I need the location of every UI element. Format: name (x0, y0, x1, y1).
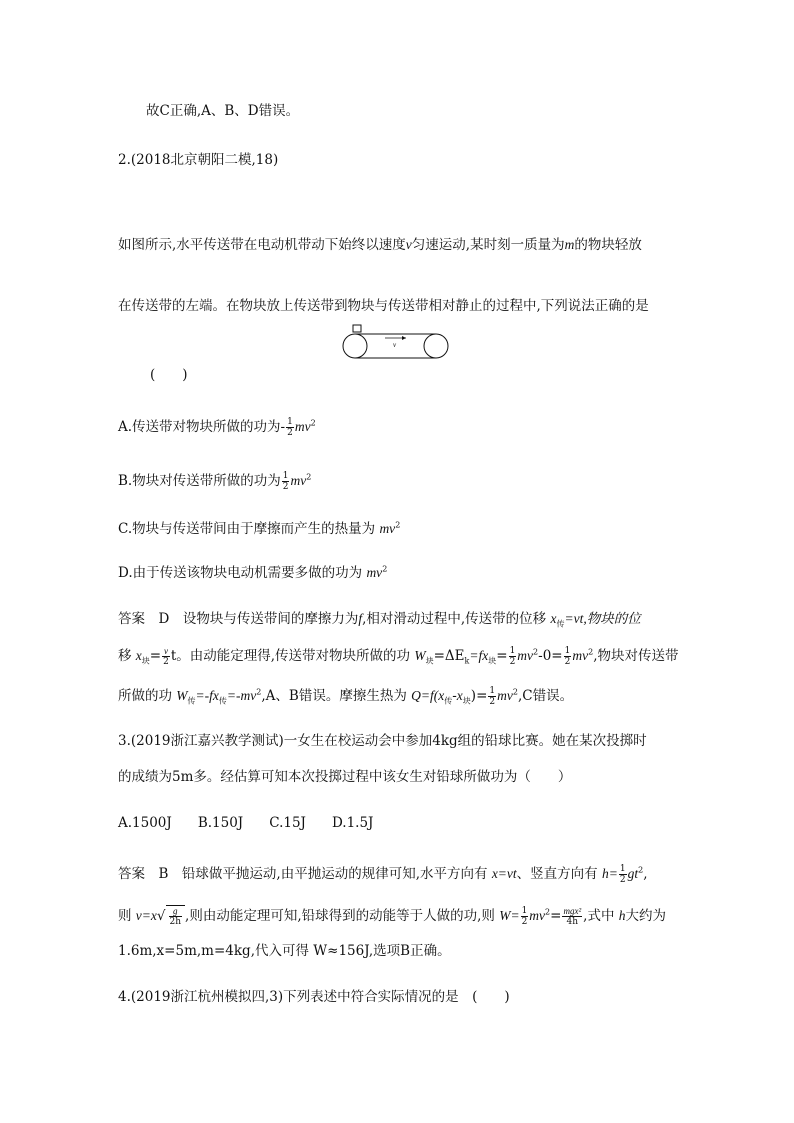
question-4: 4.(2019浙江杭州模拟四,3)下列表述中符合实际情况的是 ( ) (118, 989, 510, 1005)
denominator: 4h (566, 917, 579, 927)
expr: gt (627, 866, 639, 881)
fraction (562, 906, 582, 927)
text-segment: =vt,物块的位 (564, 611, 641, 626)
subscript: 块 (462, 696, 471, 706)
denominator: 2h (169, 917, 182, 927)
var-x: x (438, 688, 445, 703)
denominator: 2 (287, 428, 293, 438)
numerator: 1 (489, 686, 496, 696)
numerator: 1 (521, 906, 528, 916)
text-segment: =-mv (226, 688, 257, 703)
choice-c: C.15J (269, 815, 306, 831)
question-2-header: 2.(2018北京朝阳二模,18) (118, 152, 279, 168)
text-segment: = (550, 908, 562, 924)
arrowhead (402, 336, 406, 340)
exponent: 2 (395, 520, 401, 530)
answer-2-line1 (118, 610, 641, 628)
text-segment: Q=f( (411, 688, 439, 703)
var-m: m (564, 237, 575, 252)
exponent: 2 (382, 564, 388, 574)
velocity-label: v (393, 341, 397, 349)
var-x: x (456, 688, 463, 703)
subscript: 传 (444, 696, 453, 706)
expr: mv (290, 473, 307, 488)
text-segment: 则 (118, 908, 132, 924)
numerator: 1 (619, 864, 626, 874)
expr: W= (499, 908, 520, 923)
denominator: 2 (489, 697, 496, 707)
fraction (619, 864, 627, 885)
fraction (509, 646, 517, 667)
text-segment: 匀速运动,某时刻一质量为 (411, 237, 565, 253)
answer-blank: ( ) (150, 367, 188, 383)
question-3-line1: 3.(2019浙江嘉兴教学测试)一女生在校运动会中参加4kg组的铅球比赛。她在某次投掷时 (118, 733, 647, 749)
subscript: k (464, 656, 470, 666)
text-segment: 、竖直方向有 (516, 866, 598, 882)
text-segment: = (496, 648, 508, 664)
fraction (564, 646, 572, 667)
text-segment: ,C错误。 (517, 688, 574, 704)
fraction (169, 906, 183, 927)
option-b (118, 471, 311, 492)
expr: mv (517, 648, 534, 663)
fraction (162, 646, 170, 667)
answer-2-line2: 移 $x_块=$ $\frac{v}{2}$ t。由动能定理得,传送带对物块所做的功 $W_块=\Delta E_k=fx_块=$ $\frac{1}{2}$ $mv^2-0=$ $\frac{1}{2}$ $mv^2$,物块对传送带 (118, 646, 679, 667)
denominator: 2 (619, 875, 626, 885)
text-segment: t。由动能定理得,传送带对物块所做的功 (170, 648, 411, 664)
text-segment: 如图所示,水平传送带在电动机带动下始终以速度 (118, 237, 406, 253)
question-3-line2: 的成绩为5m多。经估算可知本次投掷过程中该女生对铅球所做功为（ ） (118, 769, 572, 785)
left-pulley (343, 334, 367, 358)
numerator: g (169, 906, 183, 917)
conveyor-belt-figure (340, 322, 452, 360)
var-f: f (358, 611, 363, 626)
text-segment: )= (470, 688, 488, 704)
numerator: 1 (282, 471, 289, 481)
numerator: 1 (287, 417, 293, 427)
text-segment: ,相对滑动过程中,传送带的位移 (362, 611, 547, 627)
question-3-choices (118, 814, 399, 832)
text-segment: =-f (195, 688, 213, 703)
denominator: 2 (564, 657, 571, 667)
text-segment: 答案 D 设物块与传送带间的摩擦力为 (118, 611, 359, 627)
answer-3-line3: 1.6m,x=5m,m=4kg,代入可得 W≈156J,选项B正确。 (118, 943, 451, 959)
answer-3-line1: 答案 B 铅球做平抛运动,由平抛运动的规律可知,水平方向有 x=vt、竖直方向有 h= $\frac{1}{2}$ $gt^2$, (118, 864, 648, 885)
numerator: 1 (564, 646, 571, 656)
numerator: v (163, 646, 168, 656)
expr: x=vt (491, 866, 517, 881)
exponent: 2 (588, 647, 594, 657)
subscript: 传 (556, 619, 565, 629)
expr: mv (529, 908, 546, 923)
subscript: 块 (425, 656, 434, 666)
exponent: 2 (545, 907, 551, 917)
text-segment: 所做的功 (118, 688, 172, 704)
text-segment: 的物块轻放 (574, 237, 642, 253)
option-d (118, 564, 387, 582)
text-segment: ,式中 (583, 908, 615, 924)
expr: mv (379, 521, 396, 536)
fraction (488, 686, 496, 707)
subscript: 块 (488, 656, 497, 666)
text-line: 故C正确,A、B、D错误。 (146, 103, 300, 119)
text-segment: -0= (538, 648, 563, 664)
text-segment: ,物块对传送带 (593, 648, 679, 664)
text-segment: 大约为 (625, 908, 666, 924)
text-segment: D.由于传送该物块电动机需要多做的功为 (118, 565, 363, 581)
var-h: h (618, 908, 626, 923)
choice-b: B.150J (197, 815, 244, 831)
denominator: 2 (163, 657, 169, 667)
numerator: mgx² (563, 906, 582, 916)
numerator: 1 (509, 646, 516, 656)
text-segment: 答案 B 铅球做平抛运动,由平抛运动的规律可知,水平方向有 (118, 866, 488, 882)
right-pulley (424, 334, 448, 358)
fraction (286, 417, 294, 438)
text-segment: - (452, 688, 457, 704)
denominator: 2 (282, 482, 289, 492)
var-w: W (176, 688, 188, 703)
denominator: 2 (509, 657, 516, 667)
fraction (282, 471, 290, 492)
expr: mv (294, 419, 311, 434)
question-2-text-line2: 在传送带的左端。在物块放上传送带到物块与传送带相对静止的过程中,下列说法正确的是 (118, 298, 649, 314)
text-segment: B.物块对传送带所做的功为 (118, 473, 281, 489)
text-segment: 移 (118, 648, 132, 664)
exponent: 2 (533, 647, 539, 657)
exponent: 2 (310, 418, 316, 428)
text-segment: ,A、B错误。摩擦生热为 (261, 688, 407, 704)
exponent: 2 (638, 865, 644, 875)
choice-a: A.1500J (118, 815, 172, 831)
exponent: 2 (306, 472, 312, 482)
answer-2-line3 (118, 686, 573, 707)
subscript: 传 (187, 696, 196, 706)
exponent: 2 (256, 687, 262, 697)
var-x: x (212, 688, 219, 703)
exponent: 2 (512, 687, 518, 697)
subscript: 传 (218, 696, 227, 706)
var-w: W (414, 648, 426, 663)
text-segment: A.传送带对物块所做的功为- (118, 419, 286, 435)
expr: v=x (135, 908, 157, 923)
denominator: 2 (521, 917, 528, 927)
square-root (166, 905, 186, 927)
text-segment: ,则由动能定理可知,铅球得到的动能等于人做的功,则 (185, 908, 495, 924)
option-c (118, 520, 400, 538)
subscript: 块 (141, 656, 150, 666)
var-v: v (405, 237, 412, 252)
expr: h= (601, 866, 618, 881)
option-a (118, 417, 316, 438)
text-segment: C.物块与传送带间由于摩擦而产生的热量为 (118, 521, 376, 537)
answer-3-line2: 则 v=x√ $\frac{g}{2h}$ ,则由动能定理可知,铅球得到的动能等于人做的功,则 W= $\frac{1}{2}$ $mv^2=$ $\frac{\text{mgx²}}{4h}$ ,式中 h大约为 (118, 906, 666, 927)
var-x: x (550, 611, 557, 626)
expr: mv (366, 565, 383, 580)
expr: mv (497, 688, 513, 703)
block (353, 325, 361, 332)
expr: mv (572, 648, 589, 663)
fraction (521, 906, 529, 927)
text-segment: =fx (469, 648, 489, 663)
text-segment: =ΔE (433, 648, 465, 664)
question-2-text-line1 (118, 236, 642, 254)
var-x: x (135, 648, 142, 663)
choice-d: D.1.5J (331, 815, 374, 831)
